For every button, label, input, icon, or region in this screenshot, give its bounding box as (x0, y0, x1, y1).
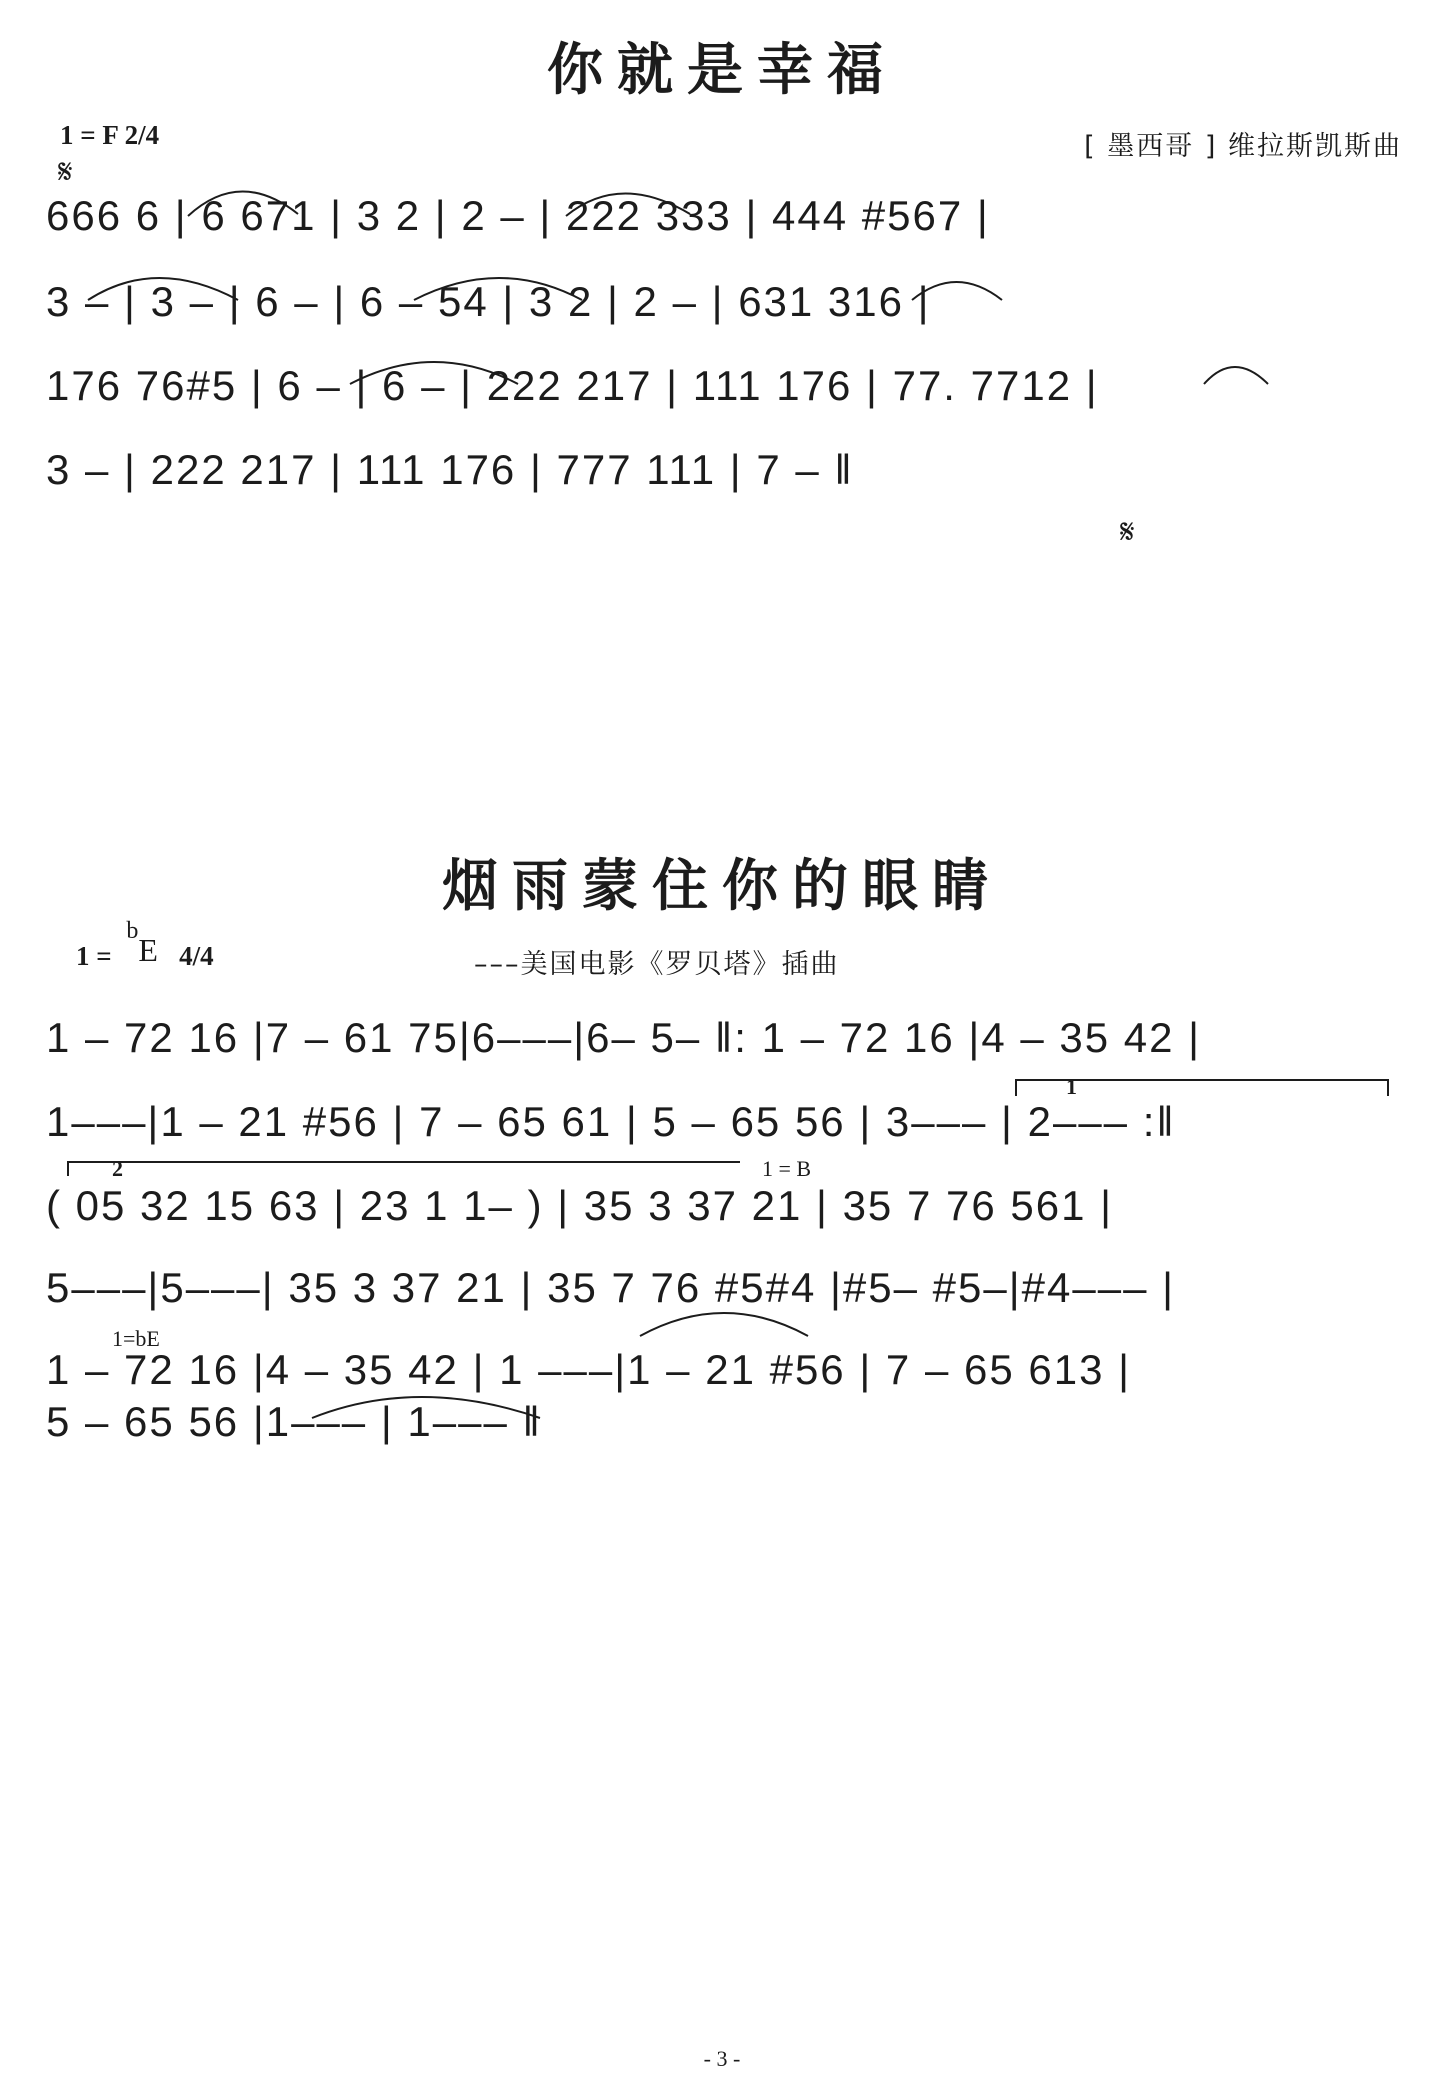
flat-icon: b (126, 918, 139, 944)
volta-2-label: 2 (112, 1156, 123, 1181)
segno-icon: 𝄋 (1120, 512, 1135, 552)
page-number: - 3 - (703, 2046, 741, 2071)
notation-line: 1 – 72 16 |4 – 35 42 | 1 –––|1 – 21 #56 | 7 – 65 613 | (46, 1346, 1132, 1393)
key-signature (76, 918, 214, 972)
volta-2-bracket (68, 1162, 740, 1176)
key-signature: 1 = F 2/4 (60, 120, 160, 150)
notation-line: 3 – | 222 217 | 111 176 | 777 111 | 7 – ‖ (46, 446, 854, 493)
time-signature: 4/4 (179, 941, 214, 971)
song-title: 你就是幸福 (547, 38, 897, 103)
notation-line: 5–––|5–––| 35 3 37 21 | 35 7 76 #5#4 |#5– #5–|#4––– | (46, 1264, 1176, 1311)
slur-mark (1204, 367, 1268, 384)
key-change-label: 1=bE (112, 1326, 160, 1351)
notation-line: 176 76#5 | 6 – | 6 – | 222 217 | 111 176 | 77. 7712 | (46, 362, 1099, 409)
notation-line: 5 – 65 56 |1––– | 1––– ‖ (46, 1398, 542, 1445)
segno-icon: 𝄋 (58, 152, 73, 192)
key-prefix: 1 = (76, 941, 112, 971)
source-credit: –––美国电影《罗贝塔》插曲 (474, 949, 840, 980)
notation-line: 3 – | 3 – | 6 – | 6 – 54 | 3 2 | 2 – | 631 316 | (46, 278, 931, 325)
key-note: E (138, 932, 158, 968)
composer-credit: [ 墨西哥 ] 维拉斯凯斯曲 (1084, 131, 1402, 162)
slur-mark (640, 1313, 808, 1336)
volta-1-label: 1 (1066, 1074, 1077, 1099)
key-change-label: 1 = B (762, 1156, 812, 1181)
notation-line: ( 05 32 15 63 | 23 1 1– ) | 35 3 37 21 | 35 7 76 561 | (46, 1182, 1114, 1229)
notation-line: 666 6 | 6 671 | 3 2 | 2 – | 222 333 | 444 #567 | (46, 192, 990, 239)
notation-line: 1 – 72 16 |7 – 61 75|6–––|6– 5– ‖: 1 – 72 16 |4 – 35 42 | (46, 1014, 1202, 1061)
notation-line: 1–––|1 – 21 #56 | 7 – 65 61 | 5 – 65 56 | 3––– | 2––– :‖ (46, 1098, 1176, 1145)
song-title: 烟雨蒙住你的眼睛 (442, 854, 1002, 919)
